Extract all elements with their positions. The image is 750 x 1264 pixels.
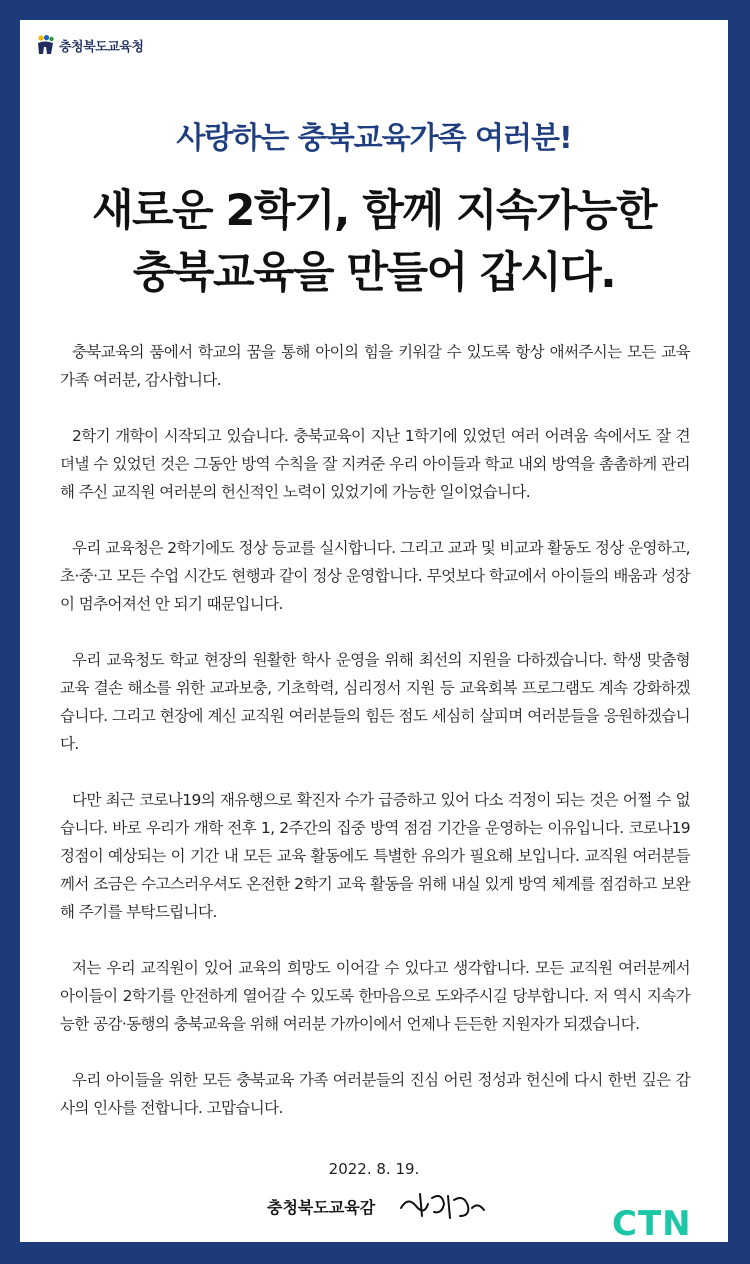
letter-title-line-1: 새로운 2학기, 함께 지속가능한: [91, 186, 657, 236]
body-paragraph: 저는 우리 교직원이 있어 교육의 희망도 이어갈 수 있다고 생각합니다. 모든 교직원 여러분께서 아이들이 2학기를 안전하게 열어갈 수 있도록 한마음으로 도와주시길 당부합니다. 저 역시 지속가능한 공감·동행의 충북교육을 위해 여러분 가까이에서 언제나 든든한 지원자가 되겠습니다.: [60, 959, 690, 1033]
body-paragraph: 우리 교육청은 2학기에도 정상 등교를 실시합니다. 그리고 교과 및 비교과 활동도 정상 운영하고, 초·중·고 모든 수업 시간도 현행과 같이 정상 운영합니다. 무엇보다 학교에서 아이들의 배움과 성장이 멈추어져선 안 되기 때문입니다.: [60, 539, 690, 613]
body-paragraph: 충북교육의 품에서 학교의 꿈을 통해 아이의 힘을 키워갈 수 있도록 항상 애써주시는 모든 교육 가족 여러분, 감사합니다.: [60, 343, 690, 389]
body-paragraph: 우리 교육청도 학교 현장의 원활한 학사 운영을 위해 최선의 지원을 다하겠습니다. 학생 맞춤형 교육 결손 해소를 위한 교과보충, 기초학력, 심리정서 지원 등 교육회복 프로그램도 계속 강화하겠습니다. 그리고 현장에 계신 교직원 여러분들의 힘든 점도 세심히 살피며 여러분들을 응원하겠습니다.: [60, 651, 690, 753]
ctn-watermark: CTN: [612, 1204, 692, 1244]
body-paragraph: 2학기 개학이 시작되고 있습니다. 충북교육이 지난 1학기에 있었던 여러 어려움 속에서도 잘 견뎌낼 수 있었던 것은 그동안 방역 수칙을 잘 지켜준 우리 아이들과 학교 내외 방역을 촘촘하게 관리해 주신 교직원 여러분의 헌신적인 노력이 있었기에 가능한 일이었습니다.: [60, 427, 690, 501]
body-paragraph: 다만 최근 코로나19의 재유행으로 확진자 수가 급증하고 있어 다소 걱정이 되는 것은 어쩔 수 없습니다. 바로 우리가 개학 전후 1, 2주간의 집중 방역 점검 기간을 운영하는 이유입니다. 코로나19 정점이 예상되는 이 기간 내 모든 교육 활동에도 특별한 유의가 필요해 보입니다. 교직원 여러분들께서 조금은 수고스러우셔도 온전한 2학기 교육 활동을 위해 내실 있게 방역 체계를 점검하고 보완해 주기를 부탁드립니다.: [60, 791, 690, 921]
signer-title: 충청북도교육감: [267, 1198, 376, 1217]
letter-title-line-2: 충북교육을 만들어 갑시다.: [132, 248, 616, 298]
letter-date: 2022. 8. 19.: [328, 1160, 420, 1178]
org-name: 충청북도교육청: [59, 39, 144, 55]
handwritten-signature: [398, 1186, 488, 1226]
letter-subtitle: 사랑하는 충북교육가족 여러분!: [176, 121, 572, 156]
body-paragraph: 우리 아이들을 위한 모든 충북교육 가족 여러분들의 진심 어린 정성과 헌신에 다시 한번 깊은 감사의 인사를 전합니다. 고맙습니다.: [60, 1071, 690, 1117]
letter-title: [20, 180, 728, 304]
education-office-emblem-icon: [34, 34, 56, 56]
letter-body: [60, 338, 690, 1150]
org-logo: [34, 34, 143, 56]
letter-page: [20, 20, 728, 1242]
